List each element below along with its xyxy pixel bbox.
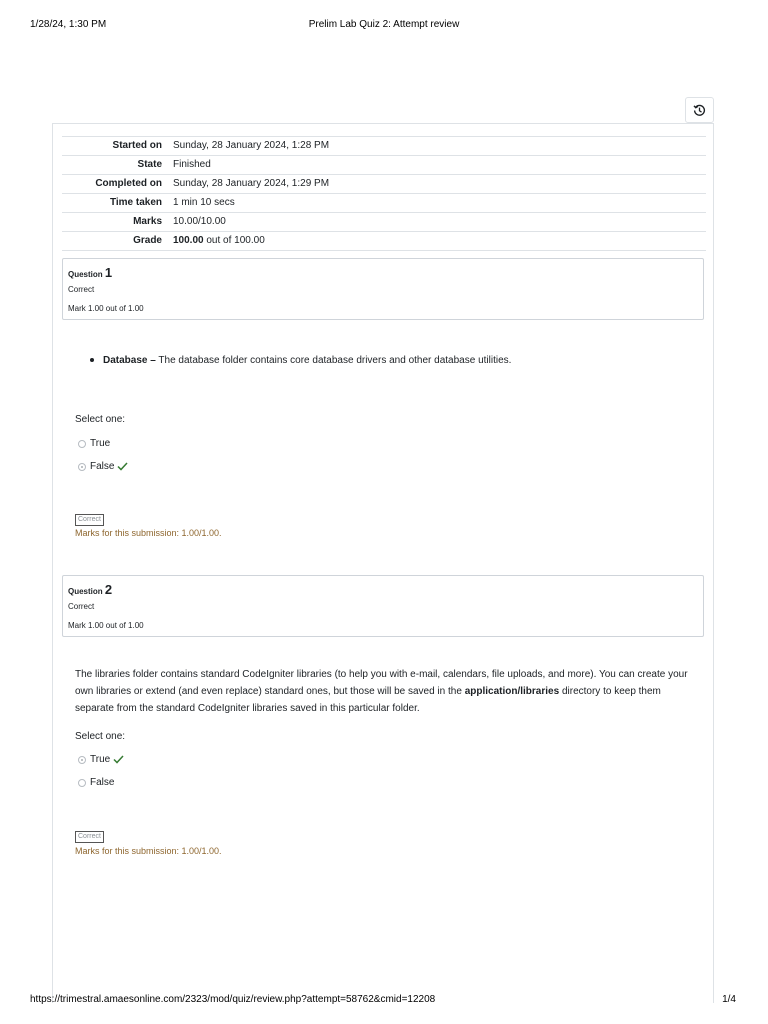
radio-button[interactable] [78,440,86,448]
summary-value: 1 min 10 secs [173,197,235,208]
summary-row-grade [62,232,706,251]
correct-check-icon [117,462,128,471]
question-1-info [62,258,704,320]
question-number: Question 2 [68,582,113,597]
question-state: Correct [68,285,95,294]
bullet-term: Database – [103,355,156,366]
print-url: https://trimestral.amaesonline.com/2323/mod/quiz/review.php?attempt=58762&cmid=12208 [30,994,436,1005]
feedback-marks: Marks for this submission: 1.00/1.00. [75,846,222,856]
feedback-marks: Marks for this submission: 1.00/1.00. [75,528,222,538]
select-one-label: Select one: [75,731,126,742]
radio-button[interactable] [78,463,86,471]
summary-value: 10.00/10.00 [173,216,226,227]
summary-label: State [137,159,162,170]
summary-row-completed [62,175,706,194]
option-label: False [90,777,115,788]
summary-label: Grade [133,235,162,246]
option-label: True [90,438,111,449]
select-one-label: Select one: [75,414,126,425]
bullet-dot [90,358,94,362]
summary-row-marks [62,213,706,232]
grade-score: 100.00 [173,235,204,246]
summary-label: Marks [133,216,162,227]
summary-row-started [62,137,706,156]
summary-value: Sunday, 28 January 2024, 1:29 PM [173,178,330,189]
question-2-info [62,575,704,637]
history-button[interactable] [685,97,714,123]
question-2-text: The libraries folder contains standard CodeIgniter libraries (to help you with e-mail, calendars, file uploads, and more). You can create your own libraries or extend (and even replace) standard ones, but those will be saved in the application/libraries directory to keep them separate from the standard CodeIgniter libraries saved in this particular folder. [75,669,688,714]
summary-label: Started on [112,140,162,151]
radio-button[interactable] [78,779,86,787]
summary-value: Sunday, 28 January 2024, 1:28 PM [173,140,330,151]
summary-value: Finished [173,159,211,170]
radio-button[interactable] [78,756,86,764]
attempt-summary-table [62,136,706,251]
summary-label: Completed on [95,178,162,189]
grade-out-of: out of 100.00 [203,235,265,246]
bullet-description: The database folder contains core database drivers and other database utilities. [155,355,512,366]
question-grade: Mark 1.00 out of 1.00 [68,304,144,313]
q1-option-false[interactable] [78,461,128,472]
question-1-text [90,355,511,366]
question-grade: Mark 1.00 out of 1.00 [68,621,144,630]
option-label: True [90,754,111,765]
quiz-review-region [52,123,714,1003]
history-icon [693,104,706,117]
question-number: Question 1 [68,265,113,280]
question-state: Correct [68,602,95,611]
q1-option-true[interactable] [78,438,110,449]
option-label: False [90,461,115,472]
summary-row-time-taken [62,194,706,213]
print-page-number: 1/4 [722,994,736,1005]
print-datetime: 1/28/24, 1:30 PM [30,19,107,30]
feedback-correct-badge: Correct [75,831,104,843]
feedback-correct-badge: Correct [75,514,104,526]
print-page-title: Prelim Lab Quiz 2: Attempt review [308,19,460,30]
emphasized-path: application/libraries [464,686,560,697]
correct-check-icon [113,755,124,764]
q2-option-true[interactable] [78,754,124,765]
summary-value [167,232,706,251]
summary-label: Time taken [109,197,162,208]
summary-row-state [62,156,706,175]
q2-option-false[interactable] [78,777,114,788]
